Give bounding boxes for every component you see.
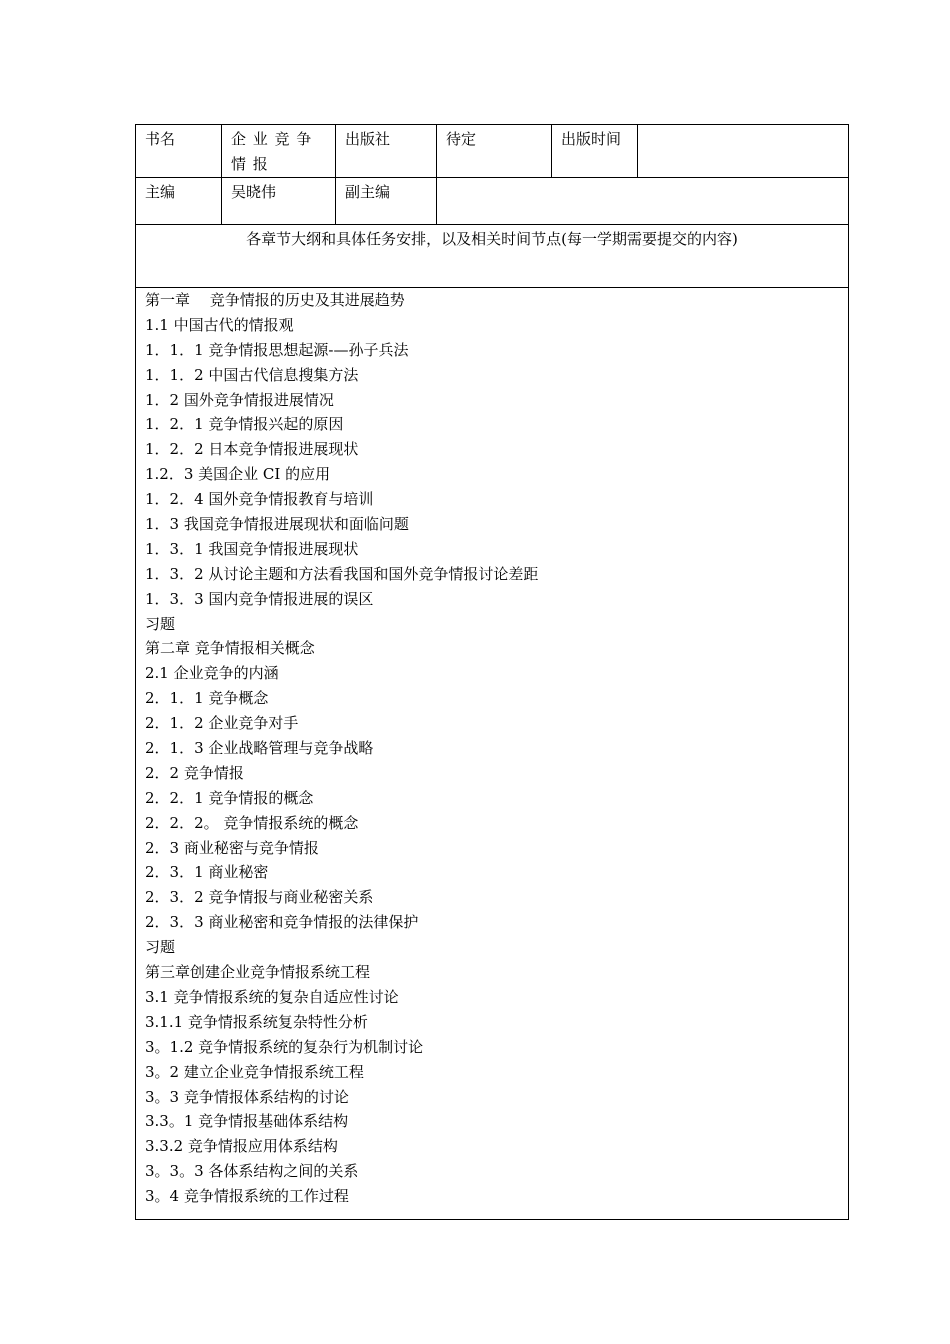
outline-line: 1．3．2 从讨论主题和方法看我国和国外竞争情报讨论差距: [145, 564, 539, 583]
outline-line: 1.2．3 美国企业 CI 的应用: [145, 465, 331, 484]
outline-line: 第三章创建企业竞争情报系统工程: [145, 963, 371, 982]
pub-time-label: 出版时间: [552, 125, 638, 178]
outline-line: 1．2 国外竞争情报进展情况: [145, 390, 334, 409]
chapter-outline: [136, 288, 849, 1220]
book-info-table: [135, 124, 849, 1220]
outline-line: 3.3.2 竞争情报应用体系结构: [145, 1137, 338, 1156]
editor-value: 吴晓伟: [222, 178, 336, 225]
outline-line: 2．3．2 竞争情报与商业秘密关系: [145, 888, 374, 907]
outline-line: 1．2．2 日本竞争情报进展现状: [145, 440, 359, 459]
outline-line: 3.1 竞争情报系统的复杂自适应性讨论: [145, 987, 399, 1006]
book-title-label: 书名: [136, 125, 222, 178]
table-row-editor: [136, 178, 849, 225]
outline-line: 习题: [145, 938, 176, 957]
outline-line: 习题: [145, 614, 176, 633]
table-row-title: [136, 125, 849, 178]
outline-line: 1.1 中国古代的情报观: [145, 315, 294, 334]
outline-line: 1．1．1 竞争情报思想起源-—孙子兵法: [145, 340, 409, 359]
outline-line: 1．2．1 竞争情报兴起的原因: [145, 415, 344, 434]
outline-line: 2．2 竞争情报: [145, 763, 244, 782]
publisher-value: 待定: [437, 125, 552, 178]
outline-line: 2．1．1 竞争概念: [145, 689, 269, 708]
outline-line: 1．3．3 国内竞争情报进展的误区: [145, 589, 374, 608]
outline-line: 2．1．2 企业竞争对手: [145, 714, 299, 733]
outline-line: 1．1．2 中国古代信息搜集方法: [145, 365, 359, 384]
outline-line: 3。2 建立企业竞争情报系统工程: [145, 1062, 364, 1081]
schedule-note: 各章节大纲和具体任务安排，以及相关时间节点(每一学期需要提交的内容): [136, 225, 849, 288]
outline-line: 第二章 竞争情报相关概念: [145, 639, 315, 658]
deputy-editor-label: 副主编: [336, 178, 437, 225]
table-row-outline: [136, 288, 849, 1220]
outline-line: 1．3．1 我国竞争情报进展现状: [145, 539, 359, 558]
outline-line: 3。4 竞争情报系统的工作过程: [145, 1187, 349, 1206]
outline-line: 3.3。1 竞争情报基础体系结构: [145, 1112, 349, 1131]
outline-line: 3。3。3 各体系结构之间的关系: [145, 1162, 359, 1181]
outline-line: 3.1.1 竞争情报系统复杂特性分析: [145, 1012, 368, 1031]
deputy-editor-value: [437, 178, 849, 225]
outline-line: 2．3 商业秘密与竞争情报: [145, 838, 319, 857]
outline-line: 2．3．3 商业秘密和竞争情报的法律保护: [145, 913, 419, 932]
outline-line: 2．2．1 竞争情报的概念: [145, 788, 314, 807]
outline-line: 2．3．1 商业秘密: [145, 863, 269, 882]
editor-label: 主编: [136, 178, 222, 225]
book-title-value: 企 业 竞 争 情 报: [222, 125, 336, 178]
publisher-label: 出版社: [336, 125, 437, 178]
outline-line: 3。1.2 竞争情报系统的复杂行为机制讨论: [145, 1037, 424, 1056]
outline-line: 1．3 我国竞争情报进展现状和面临问题: [145, 515, 409, 534]
outline-line: 2.1 企业竞争的内涵: [145, 664, 279, 683]
outline-line: 2．2．2。 竞争情报系统的概念: [145, 813, 359, 832]
outline-line: 2．1．3 企业战略管理与竞争战略: [145, 739, 374, 758]
outline-line: 1．2．4 国外竞争情报教育与培训: [145, 490, 374, 509]
outline-line: 第一章 竞争情报的历史及其进展趋势: [145, 291, 405, 309]
outline-line: 3。3 竞争情报体系结构的讨论: [145, 1087, 349, 1106]
table-row-note: [136, 225, 849, 288]
pub-time-value: [638, 125, 849, 178]
